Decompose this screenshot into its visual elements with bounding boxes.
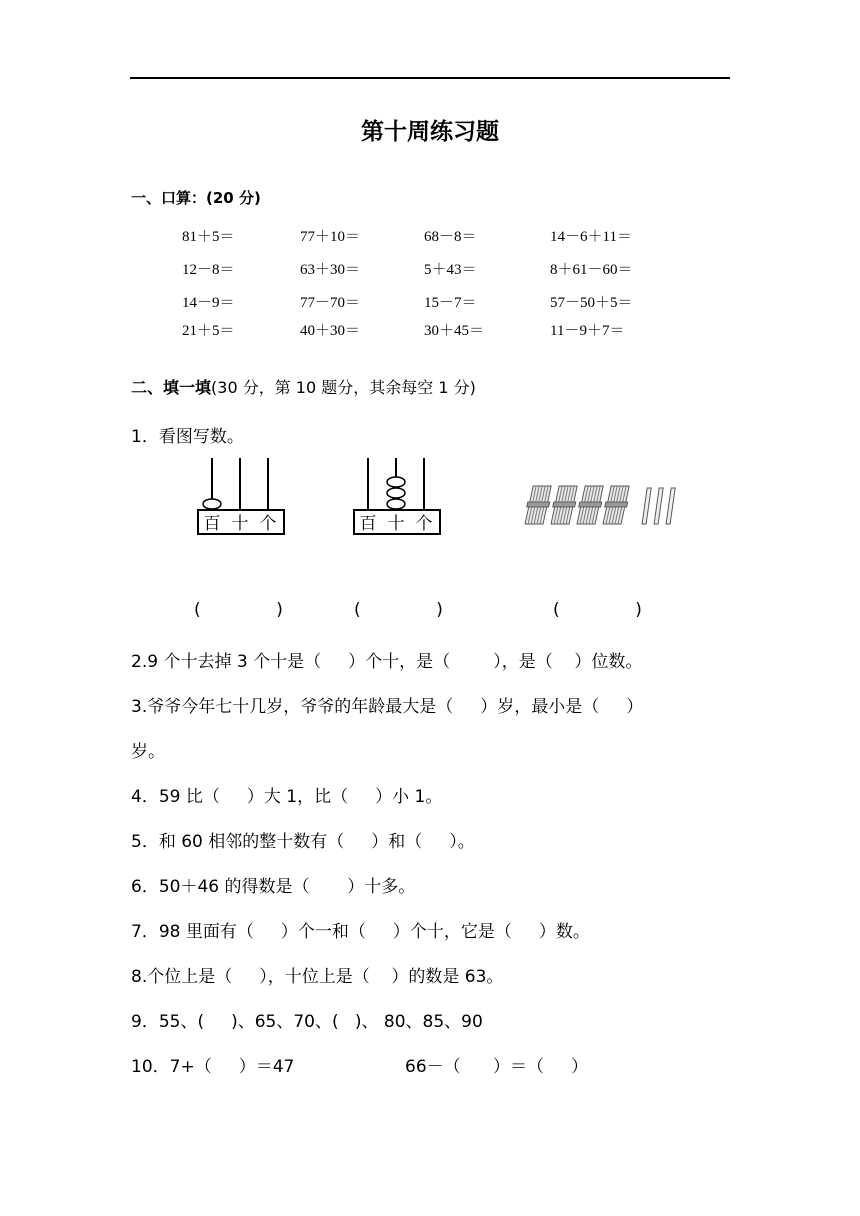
stick-bundles-figure xyxy=(520,478,695,528)
stick-bundle xyxy=(549,486,579,524)
page-title: 第十周练习题 xyxy=(361,119,499,145)
calc-item: 12－8＝ xyxy=(182,262,235,278)
single-sticks xyxy=(642,488,675,524)
abacus-label: 个 xyxy=(415,514,433,534)
calc-item: 40＋30＝ xyxy=(300,323,361,339)
abacus-figure-1 xyxy=(195,455,287,539)
calc-item: 11－9＋7＝ xyxy=(550,323,625,339)
answer-blank-3[interactable]: ( ) xyxy=(553,600,642,620)
calc-item: 77＋10＝ xyxy=(300,229,361,245)
abacus-figure-2 xyxy=(351,455,443,539)
calc-item: 63＋30＝ xyxy=(300,262,361,278)
question-10b: 66－（ ）＝（ ） xyxy=(405,1057,589,1077)
answer-blank-2[interactable]: ( ) xyxy=(354,600,443,620)
abacus-label: 个 xyxy=(259,514,277,534)
abacus-label: 百 xyxy=(359,514,377,534)
stick-bundle xyxy=(523,486,553,524)
section2-heading-bold: 二、填一填 xyxy=(131,378,212,397)
stick-bundle xyxy=(575,486,605,524)
calc-item: 15－7＝ xyxy=(424,295,477,311)
section2-heading xyxy=(131,375,476,398)
question-6: 6．50＋46 的得数是（ ）十多。 xyxy=(131,877,416,897)
abacus-bead xyxy=(387,477,405,487)
calc-item: 5＋43＝ xyxy=(424,262,477,278)
abacus-bead xyxy=(387,488,405,498)
calc-item: 14－9＝ xyxy=(182,295,235,311)
calc-item: 57－50＋5＝ xyxy=(550,295,633,311)
question-7: 7．98 里面有（ ）个一和（ ）个十，它是（ ）数。 xyxy=(131,922,590,942)
question-3: 3.爷爷今年七十几岁，爷爷的年龄最大是（ ）岁，最小是（ ） xyxy=(131,697,644,717)
abacus-label: 十 xyxy=(387,514,405,534)
question-8: 8.个位上是（ ），十位上是（ ）的数是 63。 xyxy=(131,967,504,987)
question-3-continued: 岁。 xyxy=(131,742,165,762)
section2-heading-rest: (30 分，第 10 题分，其余每空 1 分) xyxy=(211,378,476,397)
question-10a: 10．7+（ ）＝47 xyxy=(131,1057,295,1077)
abacus-label: 百 xyxy=(203,514,221,534)
calc-item: 8＋61－60＝ xyxy=(550,262,633,278)
question-4: 4．59 比（ ）大 1，比（ ）小 1。 xyxy=(131,787,443,807)
calc-item: 21＋5＝ xyxy=(182,323,235,339)
calc-item: 14－6＋11＝ xyxy=(550,229,632,245)
question-2: 2.9 个十去掉 3 个十是（ ）个十，是（ ），是（ ）位数。 xyxy=(131,652,643,672)
answer-blank-1[interactable]: ( ) xyxy=(194,600,283,620)
top-rule xyxy=(130,77,730,79)
abacus-bead xyxy=(203,499,221,509)
calc-item: 30＋45＝ xyxy=(424,323,485,339)
calc-item: 77－70＝ xyxy=(300,295,361,311)
abacus-bead xyxy=(387,499,405,509)
calc-item: 68－8＝ xyxy=(424,229,477,245)
calc-item: 81＋5＝ xyxy=(182,229,235,245)
question-5: 5．和 60 相邻的整十数有（ ）和（ ）。 xyxy=(131,832,475,852)
stick-bundle xyxy=(601,486,631,524)
abacus-label: 十 xyxy=(231,514,249,534)
question-9: 9．55、( )、65、70、( )、 80、85、90 xyxy=(131,1012,483,1032)
section1-heading: 一、口算：(20 分) xyxy=(131,189,261,207)
question-1: 1．看图写数。 xyxy=(131,427,244,447)
